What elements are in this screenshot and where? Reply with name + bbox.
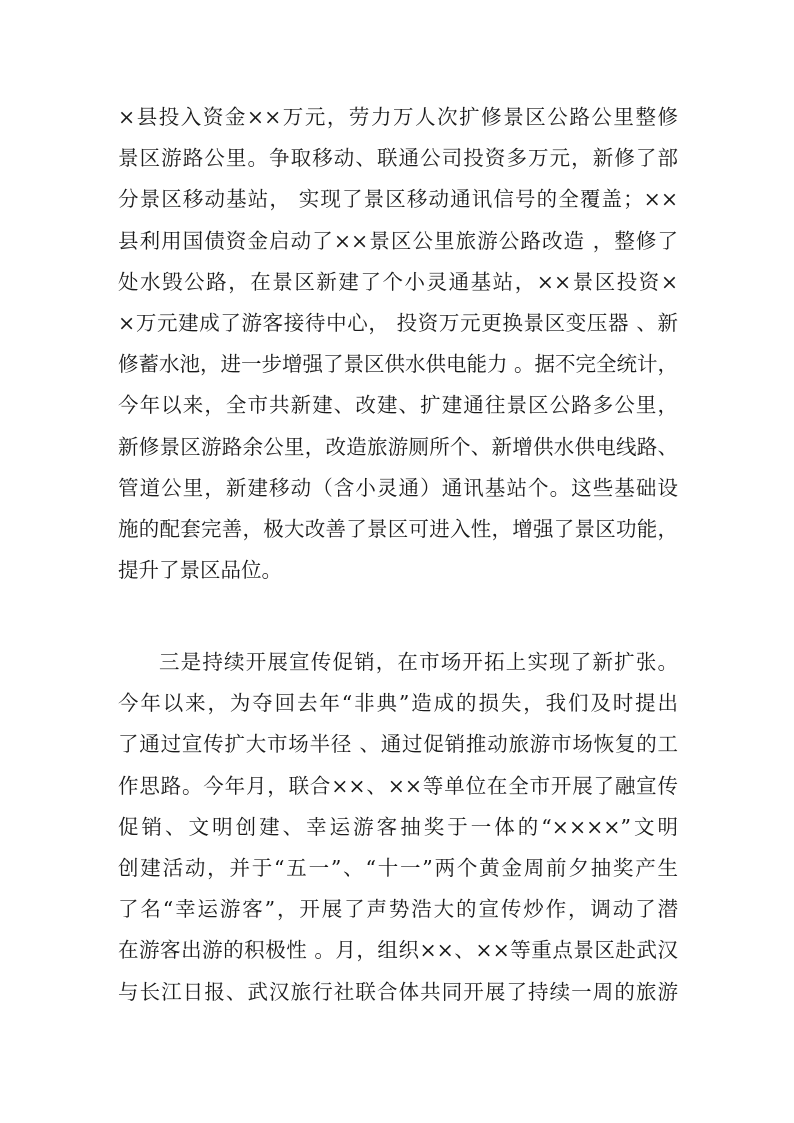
text-line: 提升了景区品位。 <box>118 558 282 583</box>
text-line: 修蓄水池，进一步增强了景区供水供电能力 。据不完全统计， <box>118 352 678 377</box>
paragraph-promotion <box>118 642 678 1013</box>
paragraph-infrastructure <box>118 97 678 591</box>
text-line: 施的配套完善，极大改善了景区可进入性，增强了景区功能， <box>118 516 678 541</box>
text-line: 创建活动，并于“五一”、“十一”两个黄金周前夕抽奖产生 <box>118 855 678 880</box>
text-line: 了通过宣传扩大市场半径 、通过促销推动旅游市场恢复的工 <box>118 732 678 757</box>
text-line: 了名“幸运游客”，开展了声势浩大的宣传炒作，调动了潜 <box>118 897 678 922</box>
text-line: 分景区移动基站， 实现了景区移动通讯信号的全覆盖；×× <box>118 187 678 212</box>
text-line: 在游客出游的积极性 。月，组织××、××等重点景区赴武汉 <box>118 938 678 963</box>
text-line: ×万元建成了游客接待中心， 投资万元更换景区变压器 、新 <box>118 310 678 335</box>
text-line: 处水毁公路，在景区新建了个小灵通基站，××景区投资× <box>118 269 678 294</box>
text-line: ×县投入资金××万元，劳力万人次扩修景区公路公里整修 <box>118 105 678 129</box>
text-line: 新修景区游路余公里，改造旅游厕所个、新增供水供电线路、 <box>118 434 678 459</box>
text-line: 促销、文明创建、幸运游客抽奖于一体的“××××”文明 <box>118 814 678 839</box>
text-line: 与长江日报、武汉旅行社联合体共同开展了持续一周的旅游 <box>118 979 678 1004</box>
text-line: 管道公里，新建移动（含小灵通）通讯基站个。这些基础设 <box>118 475 678 500</box>
text-line: 县利用国债资金启动了××景区公里旅游公路改造 ，整修了 <box>118 228 678 253</box>
text-line: 作思路。今年月，联合××、××等单位在全市开展了融宣传 <box>118 773 678 798</box>
text-line: 今年以来，全市共新建、改建、扩建通往景区公路多公里， <box>118 393 678 418</box>
text-line: 三是持续开展宣传促销，在市场开拓上实现了新扩张。 <box>159 650 678 674</box>
text-line: 景区游路公里。争取移动、联通公司投资多万元，新修了部 <box>118 146 678 171</box>
text-line: 今年以来，为夺回去年“非典”造成的损失，我们及时提出 <box>118 691 678 716</box>
